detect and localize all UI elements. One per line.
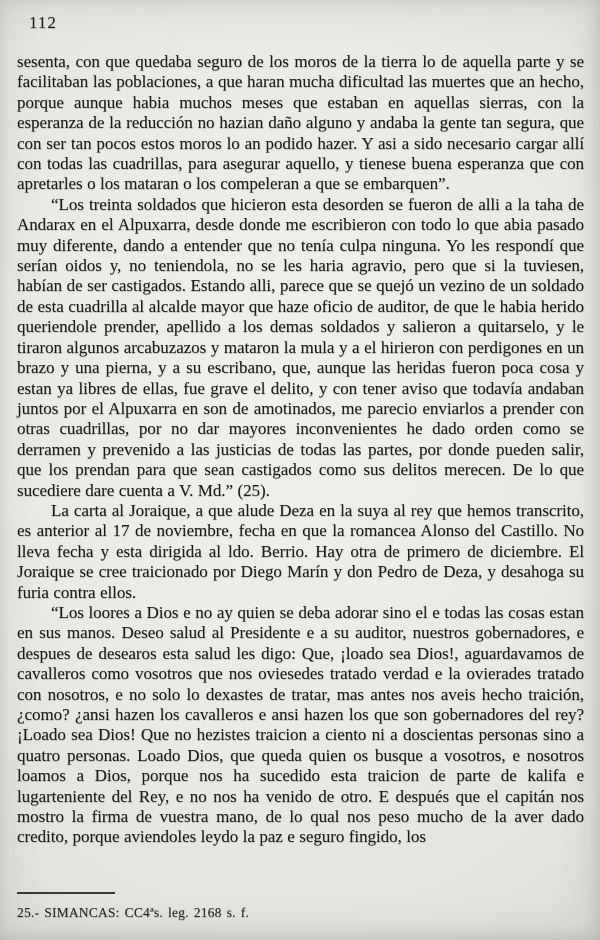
page-number: 112 xyxy=(29,13,57,32)
body-paragraph-3: La carta al Joraique, a que alude Deza en la suya al rey que hemos transcrito, es anterior al 17 de noviembre, fecha en que la romancea Alonso del Castillo. No lleva fecha y esta dirigida al ldo. Berrio. Hay otra de primero de diciembre. El Joraique se cree traicionado por Diego Marín y don Pedro de Deza, y desahoga su furia contra ellos. xyxy=(17,500,584,602)
body-paragraph-1: sesenta, con que quedaba seguro de los moros de la tierra lo de aquella parte y se facilitaban las poblaciones, a que haran mucha dificultad las muertes que an hecho, porque aunque habia muchos meses que estaban en aquellas sierras, con la esperanza de la reducción no hazian daño alguno y andaba la gente tan segura, que con ser tan pocos estos moros lo an podido hazer. Y asi a sido necesario cargar allí con todas las cuadrillas, para asegurar aquello, y tienese buena esperanza que con apretarles o los mataran o los compeleran a que se embarquen”. xyxy=(17,52,584,194)
body-text xyxy=(17,52,584,848)
body-paragraph-2: “Los treinta soldados que hicieron esta desorden se fueron de alli a la taha de Andarax en el Alpuxarra, desde donde me escribieron con todo lo que abia pasado muy diferente, dando a entender que no tenía culpa ninguna. Yo les respondí que serían oidos y, no teniendola, no se les haria agravio, pero que si la tuviesen, habían de ser castigados. Estando alli, parece que se quejó un vezino de un soldado de esta cuadrilla al alcalde mayor que haze oficio de auditor, de que le habia herido queriendole prender, apellido a los demas soldados y salieron a quitarselo, y le tiraron algunos arcabuzazos y mataron la mula y a el hirieron con perdigones en un brazo y una pierna, y a su escribano, que, aunque las heridas fueron poca cosa y estan ya libres de ellas, fue grave el delito, y con tener aviso que todavía andaban juntos por el Alpuxarra en son de amotinados, me parecio enviarlos a prender con otras cuadrillas, por no dar mayores inconvenientes he dado orden como se derramen y prevenido a las justicias de todas las partes, por donde pueden salir, que los prendan para que sean castigados como sus delitos merecen. De lo que sucediere dare cuenta a V. Md.” (25). xyxy=(17,194,584,500)
footnote-text: 25.- SIMANCAS: CC4ªs. leg. 2168 s. f. xyxy=(17,905,250,920)
body-paragraph-4: “Los loores a Dios e no ay quien se deba adorar sino el e todas las cosas estan en sus manos. Deseo salud al Presidente e a su auditor, nuestros gobernadores, e despues de desearos esta salud les digo: Que, ¡loado sea Dios!, aguardavamos de cavalleros como vosotros que nos oviesedes tratado verdad e la ovierades tratado con nosotros, e no solo lo dexastes de tratar, mas antes nos aveis hecho traición, ¿como? ¿ansi hazen los cavalleros e ansi hazen los que son gobernadores del rey? ¡Loado sea Dios! Que no hezistes traicion a ciento ni a doscientas personas sino a quatro personas. Loado Dios, que queda quien os busque a vosotros, e nosotros loamos a Dios, porque nos ha sucedido esta traicion de parte de kalifa e lugarteniente del Rey, e no nos ha venido de otro. E después que el capitán nos mostro la firma de vuestra mano, de lo qual nos peso mucho de la aver dado credito, porque aviendoles leydo la paz e seguro fingido, los xyxy=(17,602,584,847)
footnote-separator-rule xyxy=(17,892,115,894)
